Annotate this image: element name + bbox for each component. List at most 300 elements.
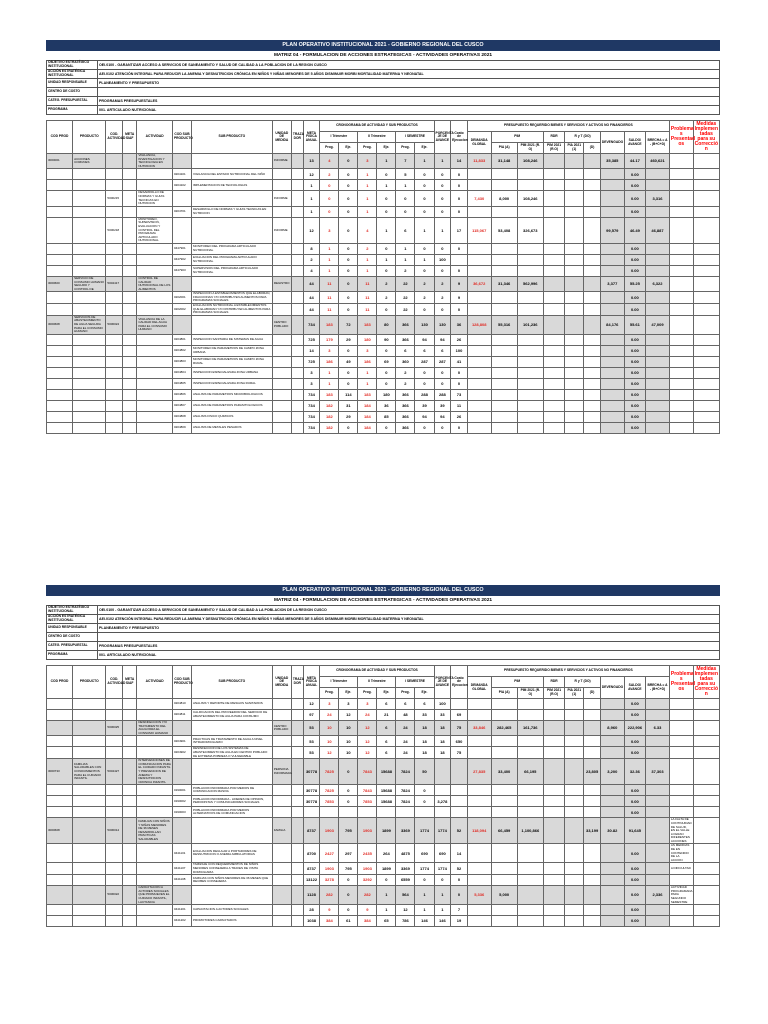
cell-c7: ANALISIS FISICO QUIMICOS — [191, 411, 272, 422]
cell-num: 3369 — [396, 818, 415, 844]
cell-num: 1 — [303, 191, 320, 206]
cell-money: 161,736 — [517, 721, 543, 736]
cell-num: 4875 — [396, 844, 415, 863]
cell-c1 — [47, 356, 73, 367]
cell-c6: 0441108 — [172, 875, 191, 886]
cell-money — [467, 916, 491, 927]
cell-money — [600, 422, 624, 433]
cell-num: 6 — [396, 345, 415, 356]
cell-measure — [693, 389, 719, 400]
cell-num: 1 — [320, 254, 339, 265]
cell-money — [584, 411, 601, 422]
table-row — [47, 886, 720, 905]
cell-money — [584, 345, 601, 356]
cell-num: 39 — [415, 400, 434, 411]
cell-money — [565, 759, 584, 785]
header-cell: Eje. — [339, 143, 358, 154]
cell-measure — [693, 243, 719, 254]
cell-num: 366 — [396, 334, 415, 345]
cell-money — [543, 243, 564, 254]
cell-problem — [669, 154, 693, 169]
cell-c2 — [73, 796, 106, 807]
cell-num: 1899 — [377, 818, 396, 844]
cell-num: 4 — [358, 217, 377, 243]
cell-c3: 5004427 — [106, 759, 123, 785]
meta-value: OEI.0100 - GARANTIZAR ACCESO A SERVICIOS DE SANEAMIENTO Y SALUD DE CALIDAD A LA POBLACION DE LA REGION CUSCO — [98, 606, 720, 615]
cell-c8 — [272, 699, 291, 710]
cell-c8: CENTRO POBLADO — [272, 721, 291, 736]
cell-c1 — [47, 736, 73, 747]
cell-num: 1 — [377, 905, 396, 916]
cell-c7: EVALUACION NUTRICIONAL A ESTABLECIMIENTOS QUE ELABORAN Y/O DISTRIBUYEN ALIMENTOS PARA PROGRAMAS SOCIALES — [192, 303, 271, 315]
cell-trazador — [291, 378, 303, 389]
cell-problem: AS MEDIDAS DE EN CONTENIDO DE LA ACCION — [669, 844, 693, 863]
cell-money — [584, 796, 601, 807]
cell-money — [543, 292, 564, 304]
header-cell: SALDO/ AVANCE — [624, 132, 645, 154]
cell-c4 — [123, 265, 137, 276]
cell-money — [600, 265, 624, 276]
cell-num: 130 — [415, 315, 434, 334]
cell-c5 — [137, 422, 173, 433]
cell-num: 288 — [415, 389, 434, 400]
header-cell: UNIDAD DE MEDIDA — [272, 666, 291, 699]
cell-money — [467, 844, 491, 863]
cell-num: 10 — [339, 747, 358, 759]
cell-num: 282 — [320, 886, 339, 905]
cell-num: 39 — [434, 400, 451, 411]
cell-num: 184 — [358, 422, 377, 433]
cell-money: 0.00 — [624, 243, 645, 254]
cell-num: 52 — [451, 818, 468, 844]
cell-num: 22 — [396, 292, 415, 304]
cell-num: 0 — [415, 875, 434, 886]
header-cell: II Trimestre — [358, 132, 396, 143]
cell-num: 650 — [451, 736, 468, 747]
cell-num: 1774 — [415, 818, 434, 844]
cell-money — [584, 699, 601, 710]
cell-num: 11 — [358, 276, 377, 291]
cell-money — [517, 345, 543, 356]
cell-c6 — [172, 276, 191, 291]
cell-num: 6 — [377, 747, 396, 759]
cell-money: 0.00 — [624, 334, 645, 345]
cell-money — [543, 818, 564, 844]
cell-num: 0 — [339, 367, 358, 378]
cell-num: 94 — [434, 334, 451, 345]
cell-num: 1903 — [358, 818, 377, 844]
cell-c6 — [172, 886, 191, 905]
cell-c5 — [137, 345, 173, 356]
cell-c2 — [73, 747, 106, 759]
cell-c5: VIGILANCIA, INVESTIGACION Y TECNOLOGIA EN NUTRICION — [137, 154, 173, 169]
cell-money: 66,459 — [491, 818, 517, 844]
header-cell: PIM 2021 (R. O) — [517, 688, 543, 699]
cell-money — [517, 785, 543, 796]
header-cell: BRECHA = A - (B+C+D) — [646, 132, 670, 154]
cell-c5 — [137, 916, 173, 927]
cell-c5: CONTROL DE CALIDAD NUTRICIONAL DE LOS ALIMENTOS — [137, 276, 173, 291]
cell-money — [600, 916, 624, 927]
cell-num: 0 — [339, 875, 358, 886]
cell-money: 0.00 — [624, 180, 645, 191]
cell-trazador — [291, 400, 303, 411]
cell-money — [491, 844, 517, 863]
cell-trazador — [291, 191, 303, 206]
cell-problem — [669, 875, 693, 886]
table-row — [47, 292, 720, 304]
cell-num: 6 — [415, 699, 434, 710]
cell-money — [467, 345, 491, 356]
cell-c8 — [272, 875, 291, 886]
cell-c2 — [73, 243, 106, 254]
cell-money — [517, 411, 543, 422]
table-row — [47, 721, 720, 736]
cell-c6: 0441202 — [172, 916, 191, 927]
cell-money — [543, 265, 564, 276]
cell-problem — [669, 315, 693, 334]
cell-num: 2 — [415, 276, 434, 291]
cell-c5 — [137, 243, 173, 254]
cell-trazador — [291, 721, 303, 736]
table-row — [47, 863, 720, 875]
cell-num: 1 — [358, 254, 377, 265]
cell-num: 3 — [358, 154, 377, 169]
cell-problem: ACTIVIDAD PROGRAMADA PARA SEGUNDO SEMESTRE — [670, 885, 693, 904]
cell-c4 — [123, 796, 137, 807]
cell-money — [600, 863, 624, 875]
cell-num: 0 — [339, 422, 358, 433]
cell-c2 — [73, 916, 106, 927]
cell-c1 — [47, 905, 73, 916]
cell-num: 11 — [358, 292, 377, 304]
cell-c8 — [272, 378, 291, 389]
cell-c1 — [47, 796, 73, 807]
cell-c5 — [137, 863, 173, 875]
cell-money — [646, 863, 670, 875]
cell-problem — [669, 345, 693, 356]
cell-money — [600, 844, 624, 863]
cell-c1 — [47, 243, 73, 254]
cell-num: 1 — [434, 154, 451, 169]
cell-c2 — [73, 191, 106, 206]
cell-problem — [669, 699, 693, 710]
cell-c3 — [106, 254, 123, 265]
cell-num: 94 — [415, 334, 434, 345]
header-cell: Eje. — [339, 688, 358, 699]
cell-money — [491, 796, 517, 807]
cell-c8 — [272, 422, 291, 433]
cell-money — [543, 345, 564, 356]
cell-num — [303, 807, 320, 818]
header-cell: R y T (DO) — [565, 132, 601, 143]
cell-num: 186 — [320, 356, 339, 367]
cell-c8 — [272, 389, 291, 400]
cell-c3 — [106, 206, 123, 217]
cell-problem — [669, 796, 693, 807]
cell-c2 — [73, 710, 106, 721]
cell-c1 — [47, 265, 73, 276]
cell-problem — [669, 276, 693, 291]
cell-num: 7 — [451, 905, 468, 916]
cell-trazador — [291, 875, 303, 886]
cell-num: 1903 — [320, 818, 339, 844]
cell-num: 1 — [377, 217, 396, 243]
cell-money: 118,094 — [467, 818, 491, 844]
cell-trazador — [291, 356, 303, 367]
header-cell: PIA (A) — [491, 143, 517, 154]
cell-money: 0.00 — [624, 367, 645, 378]
cell-num: 30778 — [303, 785, 320, 796]
cell-money — [584, 169, 601, 180]
cell-money — [600, 411, 624, 422]
cell-num: 0 — [339, 759, 358, 785]
cell-trazador — [291, 304, 303, 316]
cell-money — [543, 736, 564, 747]
cell-c5: DESARROLLO DE NORMAS Y GUIAS TECNICAS EN NUTRICION — [137, 191, 173, 206]
cell-c6: 0204101 — [172, 169, 191, 180]
cell-num: 48 — [396, 710, 415, 721]
cell-num: 1774 — [434, 818, 451, 844]
cell-money: 0.00 — [624, 785, 645, 796]
cell-money: 44.17 — [624, 154, 645, 169]
cell-money — [543, 154, 564, 169]
cell-problem: LA FALTA DE CONTINUIDAD DE SALUD, EN EL VALLE LOGRAN DIFERENTES ACCIONES — [670, 817, 692, 843]
cell-c8 — [272, 916, 291, 927]
cell-measure — [693, 844, 719, 863]
cell-money — [491, 292, 517, 304]
cell-money — [600, 807, 624, 818]
cell-num: 11 — [320, 292, 339, 304]
cell-money: 5,336 — [467, 886, 491, 905]
cell-num: 0 — [451, 367, 468, 378]
cell-num: 24 — [358, 710, 377, 721]
cell-money — [467, 243, 491, 254]
table-row — [47, 389, 720, 400]
cell-measure — [693, 747, 719, 759]
cell-num: 80 — [377, 315, 396, 334]
cell-c2: ACCIONES COMUNES — [73, 154, 106, 169]
cell-c8: INFORME — [272, 217, 291, 243]
table-row — [47, 206, 720, 217]
cell-num: 360 — [396, 356, 415, 367]
cell-money — [646, 905, 670, 916]
cell-c7: DESARROLLO DE NORMAS Y GUIAS TECNICAS EN NUTRICION — [191, 206, 272, 217]
cell-c2 — [73, 422, 106, 433]
cell-trazador — [291, 154, 303, 169]
cell-num: 2 — [434, 276, 451, 291]
cell-num: 100 — [434, 699, 451, 710]
cell-num: 6 — [377, 736, 396, 747]
cell-c7: INSPECCION A ESTABLECIMIENTOS QUE ELABORAN, FRACCIONAN Y/O DISTRIBUYEN ALIMENTOS PARA PROGRAMAS SOCIALES — [191, 292, 272, 304]
cell-num: 183 — [320, 315, 339, 334]
cell-c2 — [73, 367, 106, 378]
cell-num: 0 — [339, 345, 358, 356]
cell-money — [517, 400, 543, 411]
cell-measure — [693, 367, 719, 378]
cell-num: 2 — [396, 367, 415, 378]
cell-c5 — [137, 304, 173, 316]
cell-money: 2,336 — [646, 886, 670, 905]
cell-money — [600, 736, 624, 747]
cell-money: 37,303 — [646, 759, 670, 785]
cell-money: 66,195 — [517, 759, 543, 785]
cell-money — [565, 180, 584, 191]
cell-c4 — [123, 785, 137, 796]
cell-num: 14 — [451, 844, 468, 863]
cell-c6: 0204805 — [172, 378, 191, 389]
cell-num: 690 — [415, 844, 434, 863]
sheet-page-1 — [46, 40, 720, 434]
cell-num: 0 — [339, 206, 358, 217]
meta-value: PLANEAMIENTO Y PRESUPUESTO — [98, 79, 720, 88]
header-cell: I SEMESTRE — [396, 132, 434, 143]
cell-money: 53,408 — [491, 217, 517, 243]
cell-measure — [693, 785, 719, 796]
cell-num: 0 — [451, 206, 468, 217]
cell-num — [396, 807, 415, 818]
cell-num: 2 — [377, 276, 396, 291]
cell-c6: 0447903 — [172, 265, 191, 276]
cell-money — [543, 747, 564, 759]
cell-money: 7,430 — [467, 191, 491, 206]
cell-measure — [693, 304, 719, 316]
cell-num: 1 — [358, 206, 377, 217]
cell-num — [339, 807, 358, 818]
cell-c7: POBLACION INFORMADA POR MEDIOS DE COMUNICACION MASIVA — [191, 785, 272, 796]
cell-money — [565, 389, 584, 400]
cell-money — [565, 356, 584, 367]
cell-num: 15688 — [377, 785, 396, 796]
header-cell: Eje. — [415, 688, 434, 699]
cell-num — [451, 699, 468, 710]
cell-c8 — [272, 292, 291, 304]
cell-c2: SERVICIO DE CONSUMO HUMANO SEGURO Y CONTROL DE — [74, 275, 104, 291]
cell-c3 — [106, 747, 123, 759]
cell-num: 282 — [358, 886, 377, 905]
cell-c4 — [123, 759, 137, 785]
cell-c4 — [123, 276, 137, 291]
cell-num: 6 — [415, 345, 434, 356]
table-row — [47, 315, 720, 334]
meta-key: ACCIÓN ESTRATÉGICA INSTITUCIONAL — [47, 70, 98, 79]
meta-row — [47, 633, 720, 642]
cell-problem — [669, 389, 693, 400]
cell-num: 1 — [396, 254, 415, 265]
header-cell: PRODUCTO — [73, 666, 106, 699]
cell-c7: CALIFICACION DEL PROVEEDOR DEL SERVICIO DE ABASTECIMIENTO DE AGUA PARA CONSUMO — [191, 710, 272, 721]
cell-money — [646, 304, 670, 316]
cell-c5 — [137, 378, 173, 389]
cell-c6 — [172, 818, 191, 844]
cell-c4 — [123, 180, 137, 191]
cell-money — [491, 422, 517, 433]
cell-c4 — [123, 721, 137, 736]
cell-money — [600, 243, 624, 254]
cell-money — [600, 710, 624, 721]
cell-money — [517, 378, 543, 389]
cell-num: 3369 — [396, 863, 415, 875]
cell-num: 33 — [415, 710, 434, 721]
header-cell: Costo de Ejecucion — [451, 121, 468, 154]
cell-num: 0 — [434, 191, 451, 206]
cell-c7: TAMIZAJE CON REQUERIMIENTOS DE NIÑOS MENORES CONSEJERIA A TRAVES DE VISITA DOMICILIARIA — [191, 863, 272, 875]
cell-c7 — [191, 154, 272, 169]
cell-num: 2435 — [358, 844, 377, 863]
header-cell: DEVENGADO — [600, 677, 624, 699]
cell-num: 0 — [339, 169, 358, 180]
table-row — [47, 400, 720, 411]
cell-c2 — [73, 875, 106, 886]
cell-c7: DESINFECCION DE LOS SISTEMAS DE ABASTECIMIENTO DE AGUA EN CENTRO POBLADO DE EXTREMA POBREZA O VULNERABLE — [191, 747, 272, 759]
cell-money — [584, 807, 601, 818]
meta-key: OBJETIVO ESTRATÉGICO INSTITUCIONAL — [47, 61, 98, 70]
header-cell: PIM — [491, 677, 543, 688]
cell-c7 — [191, 721, 272, 736]
cell-num: 36 — [451, 315, 468, 334]
cell-c3 — [106, 400, 123, 411]
cell-c6 — [172, 315, 191, 334]
cell-num: 85 — [377, 411, 396, 422]
meta-value: 001. ARTICULADO NUTRICIONAL — [98, 651, 720, 660]
meta-key: UNIDAD RESPONSABLE — [47, 624, 98, 633]
cell-num: 786 — [396, 916, 415, 927]
cell-c6: 0441101 — [172, 844, 191, 863]
table-row — [47, 785, 720, 796]
cell-num: 8737 — [303, 863, 320, 875]
header-row — [47, 121, 720, 132]
cell-c3 — [106, 736, 123, 747]
header-cell: Costo de Ejecucion — [451, 666, 468, 699]
cell-money — [600, 875, 624, 886]
cell-c4 — [123, 304, 137, 316]
cell-problem — [669, 217, 693, 243]
cell-measure — [693, 422, 719, 433]
cell-money — [517, 304, 543, 316]
cell-money: 0.00 — [624, 736, 645, 747]
cell-num: 10 — [320, 736, 339, 747]
cell-num: 795 — [339, 863, 358, 875]
cell-money — [646, 400, 670, 411]
cell-money — [584, 315, 601, 334]
cell-num: 1 — [320, 378, 339, 389]
meta-value — [98, 88, 720, 97]
cell-money — [517, 422, 543, 433]
cell-money — [565, 243, 584, 254]
cell-num: 1128 — [303, 886, 320, 905]
cell-num: 1 — [434, 217, 451, 243]
cell-money — [543, 699, 564, 710]
cell-num: 366 — [396, 400, 415, 411]
cell-c4 — [123, 844, 137, 863]
cell-problem: A DIFICULTAD — [669, 863, 693, 875]
cell-num: 0 — [451, 378, 468, 389]
cell-num: 0 — [320, 191, 339, 206]
cell-num: 30778 — [303, 796, 320, 807]
cell-money: 0.00 — [624, 411, 645, 422]
cell-num: 0 — [339, 154, 358, 169]
cell-num — [434, 759, 451, 785]
cell-money — [543, 169, 564, 180]
header-cell: SUB PRODUCTO — [191, 121, 272, 154]
meta-row — [47, 61, 720, 70]
cell-num: 1 — [377, 254, 396, 265]
cell-c6: 0190003 — [172, 807, 191, 818]
cell-money — [565, 699, 584, 710]
cell-money: 1,100,866 — [517, 818, 543, 844]
cell-money: 32.36 — [624, 759, 645, 785]
cell-trazador — [291, 315, 303, 334]
